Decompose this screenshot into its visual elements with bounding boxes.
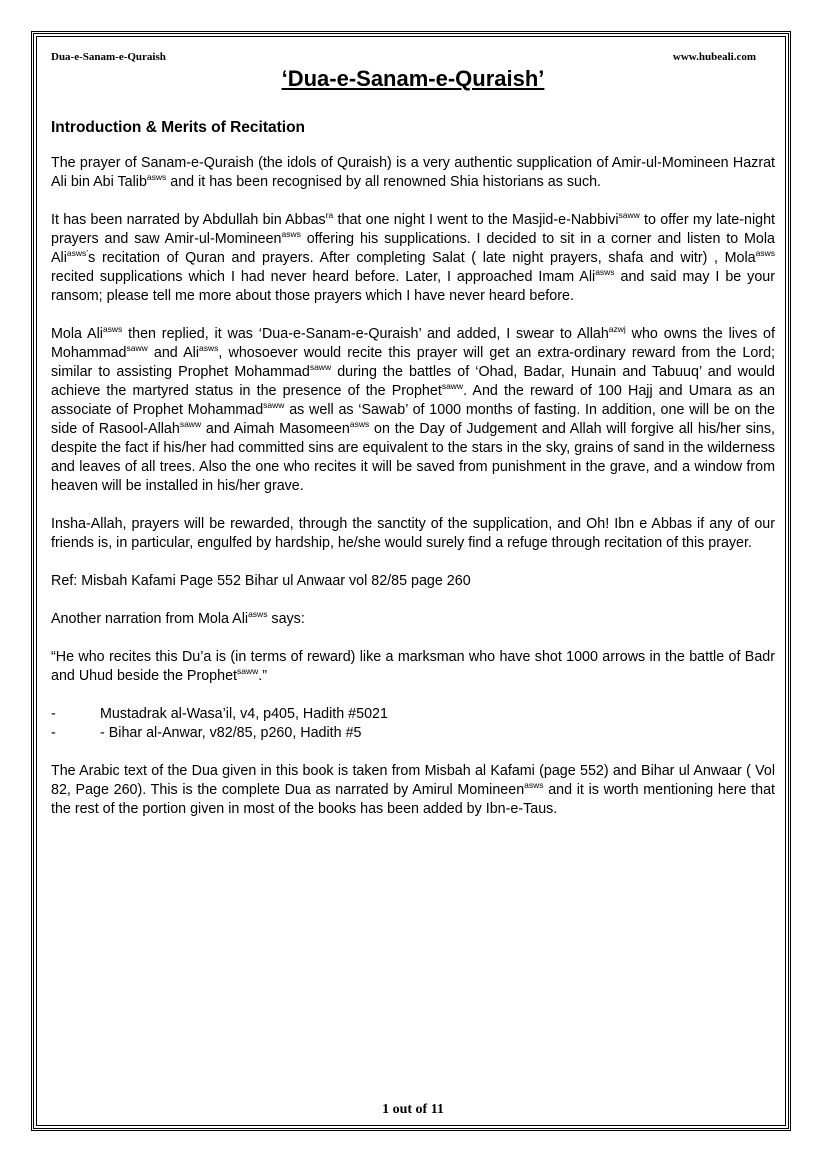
paragraph-narration: It has been narrated by Abdullah bin Abbas$^{ra}$ that one night I went to the Masjid-e-Nabbivi$^{saww}$ to offer my late-night prayers and saw Amir-ul-Momineen$^{asws}$ offering his supplications. I decided to sit in a corner and listen to Mola Ali$^{asws’}$s recitation of Quran and prayers. After completing Salat ( late night prayers, shafa and witr) , Mola$^{asws}$ recited supplications which I had never heard before. Later, I approached Imam Ali$^{asws}$ and said may I be your ransom; please tell me more about those prayers which I have never heard before. <box>51 210 776 304</box>
page-number: 1 out of 11 <box>382 1102 444 1117</box>
paragraph-arabic-source: The Arabic text of the Dua given in this book is taken from Misbah al Kafami (page 552) and Bihar ul Anwaar ( Vol 82, Page 260). This is the complete Dua as narrated by Amirul Momineen$^{asws}$ and it is worth mentioning here that the rest of the portion given in most of the books has been added by Ibn-e-Taus. <box>51 763 775 817</box>
paragraph-merits: Mola Ali$^{asws}$ then replied, it was ‘Dua-e-Sanam-e-Quraish’ and added, I swear to Allah$^{azwj}$ who owns the lives of Mohammad$^{saww}$ and Ali$^{asws}$, whosoever would recite this prayer will get an extra-ordinary reward from the Lord; similar to assisting Prophet Mohammad$^{saww}$ during the battles of ‘Ohad, Badar, Hunain and Tabuuq’ and would achieve the martyred status in the presence of the Prophet$^{saww}$. And the reward of 100 Hajj and Umara as an associate of Prophet Mohammad$^{saww}$ as well as ‘Sawab’ of 1000 months of fasting. In addition, one will be on the side of Rasool-Allah$^{saww}$ and Aimah Masomeen$^{asws}$ on the Day of Judgement and Allah will forgive all his/her sins, despite the fact if his/her had committed sins are equivalent to the stars in the sky, grains of sand in the wilderness and leaves of all trees. Also the one who recites it will be saved from punishment in the grave, and a window from heaven will be installed in his/her grave. <box>51 324 776 494</box>
reference-list <box>51 705 775 743</box>
page-title: ‘Dua-e-Sanam-e-Quraish’ <box>281 66 545 91</box>
paragraph-another-narration: Another narration from Mola Ali$^{asws}$ says: <box>51 609 305 627</box>
paragraph-reference: Ref: Misbah Kafami Page 552 Bihar ul Anwaar vol 82/85 page 260 <box>51 573 471 589</box>
list-item: - - Bihar al-Anwar, v82/85, p260, Hadith #5 <box>51 725 362 741</box>
document-body <box>51 118 775 838</box>
header-document-name: Dua-e-Sanam-e-Quraish <box>51 51 166 63</box>
paragraph-quote: “He who recites this Du’a is (in terms of reward) like a marksman who have shot 1000 arrows in the battle of Badr and Uhud beside the Prophet$^{saww}$.” <box>51 649 775 684</box>
header-website: www.hubeali.com <box>672 51 756 63</box>
section-heading: Introduction & Merits of Recitation <box>51 119 306 136</box>
paragraph-insha-allah: Insha-Allah, prayers will be rewarded, through the sanctity of the supplication, and Oh! Ibn e Abbas if any of our friends is, in particular, engulfed by hardship, he/she would surely find a refuge through recitation of this prayer. <box>51 516 775 551</box>
list-item: - Mustadrak al-Wasa’il, v4, p405, Hadith #5021 <box>51 706 388 722</box>
paragraph-intro: The prayer of Sanam-e-Quraish (the idols of Quraish) is a very authentic supplication of Amir-ul-Momineen Hazrat Ali bin Abi Talib$^{asws}$ and it has been recognised by all renowned Shia historians as such. <box>51 155 775 190</box>
